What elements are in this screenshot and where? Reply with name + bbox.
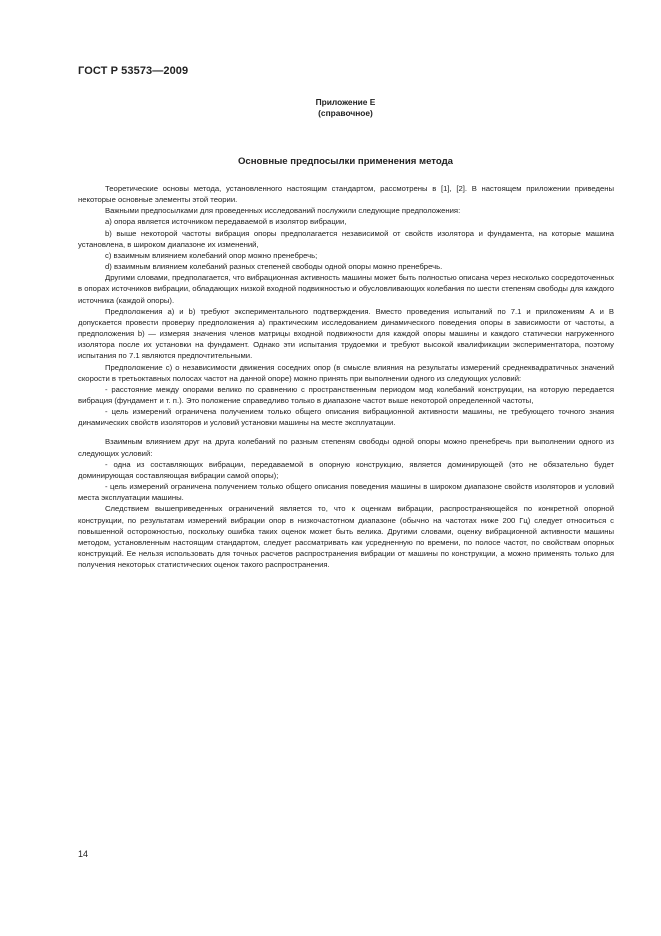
appendix-type: (справочное): [318, 108, 373, 118]
list-item: - одна из составляющих вибрации, передаваемой в опорную конструкцию, является доминирующей (это не обязательно будет доминирующая составляющая вибрации самой опоры);: [78, 459, 614, 480]
paragraph: Важными предпосылками для проведенных исследований послужили следующие предположения:: [105, 206, 461, 216]
list-item: - цель измерений ограничена получением только общего описания поведения машины в широком диапазоне свойств изоляторов и условий места эксплуатации машины.: [78, 482, 614, 503]
section-title: Основные предпосылки применения метода: [237, 156, 454, 167]
paragraph: Следствием вышеприведенных ограничений является то, что к оценкам вибрации, распространяющейся по конкретной опорной конструкции, по результатам измерений вибрации опор в низкочастотном диапазоне (обычно на частотах ниже 200 Гц) следует относиться с повышенной осторожностью, поскольку ошибка таких оценок может быть велика. Другими словами, оценку вибрационной активности машины методом, установленным настоящим стандартом, следует рассматривать как усредненную по времени, по полосе частот, по свойствам опорных конструкций. Ее нельзя использовать для точных расчетов распространения вибрации от машины по конструкции, а можно применять только для получения некоторых статистических оценок такого распространения.: [78, 504, 614, 570]
list-item: a) опора является источником передаваемой в изолятор вибрации,: [105, 217, 347, 227]
list-item: - расстояние между опорами велико по сравнению с пространственным периодом мод колебаний конструкции, на которую передается вибрация (фундамент и т. п.). Это положение справедливо только в диапазоне частот выше некоторой определенной частоты,: [78, 384, 614, 405]
paragraph: Предположения а) и b) требуют экспериментального подтверждения. Вместо проведения испытаний по 7.1 и приложениям А и В допускается провести проверку предположения а) практическим исследованием динамического поведения опоры в зависимости от частоты, а предположения b) — измеряя значения членов матрицы входной подвижности для каждой опоры машины и каждого статически нагруженного изолятора после их установки на фундамент. Однако эти испытания трудоемки и требуют высокой квалификации экспериментатора, поэтому испытания по 7.1 являются предпочтительными.: [78, 306, 614, 361]
page-number: 14: [78, 849, 89, 859]
list-item: c) взаимным влиянием колебаний опор можно пренебречь;: [105, 250, 318, 260]
paragraph: Предположение с) о независимости движения соседних опор (в смысле влияния на результаты измерений среднеквадратичных значений скорости в третьоктавных полосах частот на данной опоре) можно принять при выполнении одного из следующих условий:: [78, 362, 614, 383]
list-item: - цель измерений ограничена получением только общего описания вибрационной активности машины, не требующего точного знания динамических свойств изоляторов и условий установки машины на месте эксплуатации.: [78, 407, 614, 428]
list-item: d) взаимным влиянием колебаний разных степеней свободы одной опоры можно пренебречь.: [105, 262, 443, 272]
list-item: b) выше некоторой частоты вибрация опоры предполагается независимой от свойств изолятора и фундамента, на которые машина установлена, в широком диапазоне их изменений,: [78, 228, 614, 249]
appendix-heading: [0, 97, 661, 119]
paragraph: Другими словами, предполагается, что вибрационная активность машины может быть полностью описана через несколько сосредоточенных в опорах источников вибрации, обладающих низкой входной подвижностью и обусловливающих колебания по шести степеням свободы для каждого источника (каждой опоры).: [78, 273, 614, 305]
paragraph: Взаимным влиянием друг на друга колебаний по разным степеням свободы одной опоры можно пренебречь при выполнении одного из следующих условий:: [78, 437, 614, 458]
appendix-label: Приложение Е: [315, 97, 376, 107]
body-text: [78, 183, 614, 570]
paragraph: Теоретические основы метода, установленного настоящим стандартом, рассмотрены в [1], [2]. В настоящем приложении приведены некоторые основные элементы этой теории.: [78, 184, 614, 205]
document-code: ГОСТ Р 53573—2009: [78, 65, 189, 77]
